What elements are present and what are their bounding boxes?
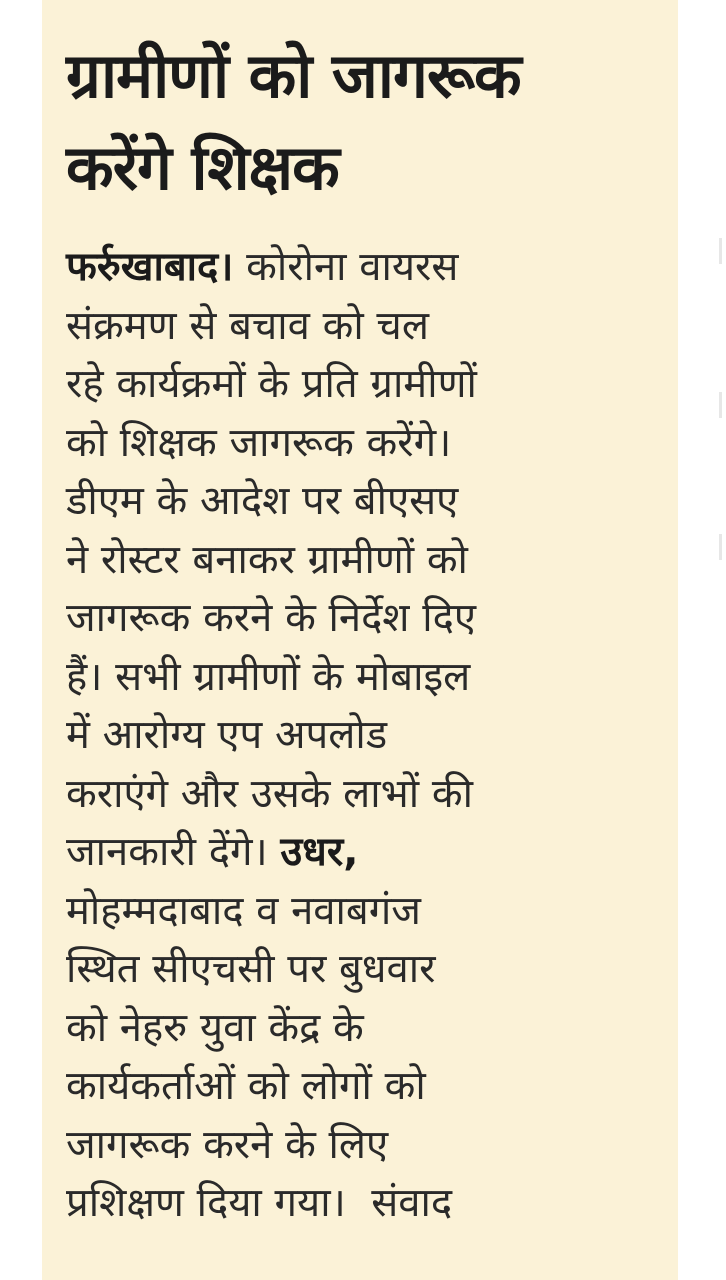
body-line-14: को नेहरु युवा केंद्र के (66, 1004, 364, 1051)
byline: संवाद (371, 1180, 453, 1226)
edge-artifact (719, 392, 722, 418)
body-line-17-text: प्रशिक्षण दिया गया। (66, 1180, 346, 1226)
body-line-17 (66, 1174, 616, 1233)
headline-line-1: ग्रामीणों को जागरूक (66, 39, 521, 112)
body-line-16: जागरूक करने के लिए (66, 1121, 389, 1168)
edge-artifact (719, 534, 722, 560)
body-line-3: रहे कार्यक्रमों के प्रति ग्रामीणों (66, 361, 477, 407)
body-line-4: को शिक्षक जागरूक करेंगे। (66, 419, 452, 466)
body-line-8: हैं। सभी ग्रामीणों के मोबाइल (66, 653, 471, 700)
body-line-11-text: जानकारी देंगे। (66, 829, 281, 875)
body-line-13: स्थित सीएचसी पर बुधवार (66, 946, 436, 992)
edge-artifact (719, 238, 722, 264)
body-line-11 (66, 823, 616, 882)
headline-line-2: करेंगे शिक्षक (66, 131, 339, 204)
dateline: फर्रुखाबाद। (66, 244, 234, 290)
body-line-1-text: कोरोना वायरस (233, 244, 459, 290)
article-body (66, 238, 616, 1233)
body-line-1 (66, 238, 616, 297)
body-line-5: डीएम के आदेश पर बीएसए (66, 478, 459, 524)
body-line-15: कार्यकर्ताओं को लोगों को (66, 1063, 426, 1109)
body-line-7: जागरूक करने के निर्देश दिए (66, 595, 476, 641)
body-line-2: संक्रमण से बचाव को चल (66, 302, 429, 349)
body-line-9: में आरोग्य एप अपलोड (66, 712, 388, 758)
headline (66, 30, 606, 214)
body-line-10: कराएंगे और उसके लाभों की (66, 770, 473, 817)
udhar-bold: उधर, (280, 829, 359, 875)
body-line-6: ने रोस्टर बनाकर ग्रामीणों को (66, 536, 468, 583)
body-line-12: मोहम्मदाबाद व नवाबगंज (66, 887, 421, 934)
